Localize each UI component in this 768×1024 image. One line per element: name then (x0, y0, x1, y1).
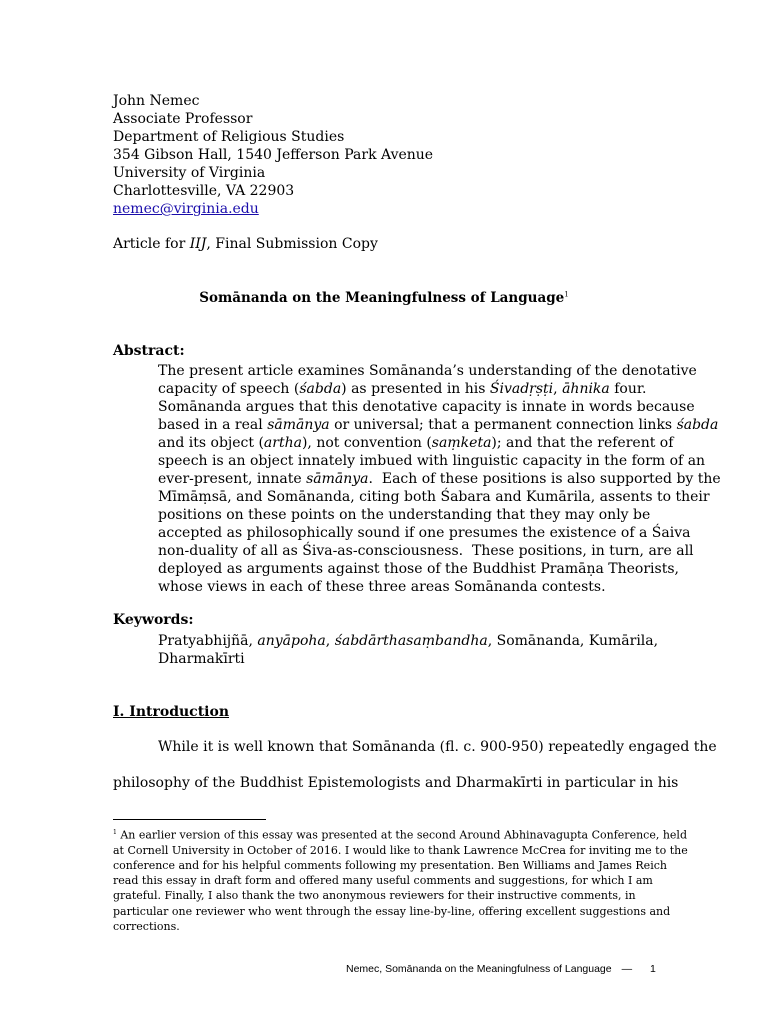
journal-name: IIJ (189, 236, 207, 252)
abstract-line: positions on these points on the understanding that they may only be (158, 507, 651, 523)
footnote-line: grateful. Finally, I also thank the two anonymous reviewers for their instructive comments, in (113, 889, 636, 903)
article-for-prefix: Article for (113, 236, 190, 252)
abstract-body (158, 362, 721, 596)
author-university: University of Virginia (113, 165, 266, 181)
author-email-link[interactable]: nemec@virginia.edu (113, 201, 259, 217)
running-footer (346, 963, 642, 975)
keywords-line: Dharmakīrti (158, 651, 245, 667)
abstract-heading: Abstract: (113, 343, 185, 359)
abstract-line: The present article examines Somānanda’s understanding of the denotative (158, 363, 697, 379)
footer-dash: — (621, 963, 633, 975)
abstract-line: non-duality of all as Śiva-as-consciousness. These positions, in turn, are all (158, 543, 694, 559)
title-footnote-mark[interactable]: 1 (564, 290, 569, 299)
abstract-line: speech is an object innately imbued with linguistic capacity in the form of an (158, 453, 706, 469)
keywords-heading: Keywords: (113, 612, 194, 628)
running-title: Nemec, Somānanda on the Meaningfulness of Language (346, 963, 612, 975)
article-title (0, 290, 768, 306)
keywords-body (158, 632, 658, 668)
abstract-line: Somānanda argues that this denotative capacity is innate in words because (158, 399, 695, 415)
abstract-line: and its object (artha), not convention (saṃketa); and that the referent of (158, 435, 674, 451)
abstract-line: Mīmāṃsā, and Somānanda, citing both Śabara and Kumārila, assents to their (158, 489, 710, 505)
author-block (113, 92, 433, 218)
footnote-mark: 1 (113, 829, 117, 836)
intro-line-2: philosophy of the Buddhist Epistemologists and Dharmakīrti in particular in his (113, 775, 679, 791)
page-number: 1 (650, 963, 656, 975)
author-city: Charlottesville, VA 22903 (113, 183, 295, 199)
abstract-line: capacity of speech (śabda) as presented in his Śivadṛṣṭi, āhnika four. (158, 381, 647, 397)
footnote-line: particular one reviewer who went through the essay line-by-line, offering excellent suggestions and (113, 904, 671, 918)
keywords-line: Pratyabhijñā, anyāpoha, śabdārthasaṃbandha, Somānanda, Kumārila, (158, 633, 659, 649)
introduction-heading: I. Introduction (113, 704, 229, 720)
footnote-line: corrections. (113, 919, 180, 933)
footnote-line: $^1$ An earlier version of this essay was presented at the second Around Abhinavagupta Conference, held (113, 828, 687, 842)
author-address: 354 Gibson Hall, 1540 Jefferson Park Avenue (113, 147, 434, 163)
intro-line-1: While it is well known that Somānanda (fl. c. 900-950) repeatedly engaged the (158, 739, 717, 755)
footnote-rule (113, 819, 266, 820)
abstract-line: accepted as philosophically sound if one presumes the existence of a Śaiva (158, 525, 691, 541)
article-for-suffix: , Final Submission Copy (206, 236, 378, 252)
article-title-text: Somānanda on the Meaningfulness of Language (199, 290, 565, 306)
footnote (113, 825, 688, 934)
footnote-line: read this essay in draft form and offered many useful comments and suggestions, for which I am (113, 874, 653, 888)
footnote-line: at Cornell University in October of 2016. I would like to thank Lawrence McCrea for inviting me to the (113, 843, 688, 857)
author-position: Associate Professor (113, 111, 253, 127)
abstract-line: ever-present, innate sāmānya. Each of these positions is also supported by the (158, 471, 721, 487)
author-name: John Nemec (113, 93, 200, 109)
article-for-line (113, 236, 378, 252)
abstract-line: deployed as arguments against those of the Buddhist Pramāṇa Theorists, (158, 561, 679, 577)
abstract-line: whose views in each of these three areas Somānanda contests. (158, 579, 606, 595)
footnote-line: conference and for his helpful comments following my presentation. Ben Williams and James Reich (113, 859, 667, 873)
author-department: Department of Religious Studies (113, 129, 345, 145)
abstract-line: based in a real sāmānya or universal; that a permanent connection links śabda (158, 417, 719, 433)
